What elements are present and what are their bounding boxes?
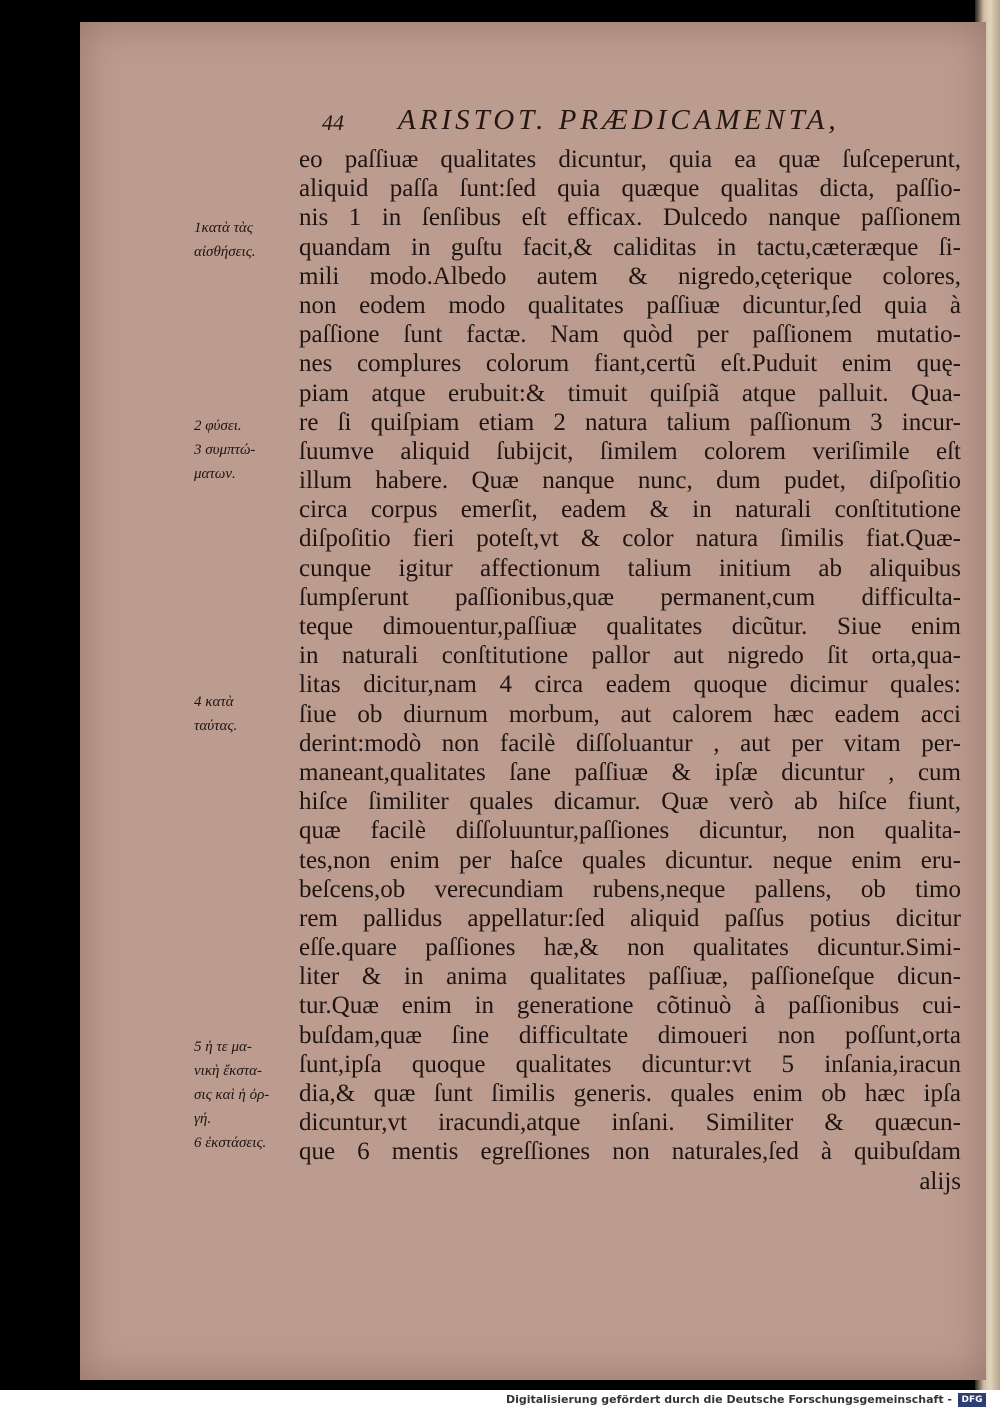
text-line: non eodem modo qualitates paſſiuæ dicuntur,ſed quia à xyxy=(299,291,961,319)
text-line: cunque igitur affectionum talium initium ab aliquibus xyxy=(299,554,961,582)
margin-note-line: ματων. xyxy=(194,466,236,482)
text-line: ſunt,ipſa quoque qualitates dicuntur:vt 5 inſania,iracun xyxy=(299,1050,961,1078)
text-line: litas dicitur,nam 4 circa eadem quoque dicimur quales: xyxy=(299,671,961,699)
page-number: 44 xyxy=(322,110,344,135)
margin-note-line: νικὴ ἔκστα- xyxy=(194,1063,262,1079)
margin-note-line: 2 φύσει. xyxy=(194,418,242,434)
margin-note-line: σις καὶ ἡ ὀρ- xyxy=(194,1087,270,1103)
dfg-logo: DFG xyxy=(958,1393,986,1407)
text-line: ſuumve aliquid ſubijcit, ſimilem colorem veriſimile eſt xyxy=(299,437,961,465)
footer-text: Digitalisierung gefördert durch die Deutsche Forschungsgemeinschaft - xyxy=(505,1393,952,1406)
digitization-footer xyxy=(0,1390,1000,1411)
margin-note-4 xyxy=(194,1035,269,1155)
text-line: nis 1 in ſenſibus eſt efficax. Dulcedo nanque paſſionem xyxy=(299,204,961,232)
text-line: quæ facilè diſſoluuntur,paſſiones dicuntur, non qualita- xyxy=(299,817,961,845)
text-line: dia,& quæ ſunt ſimilis generis. quales enim ob hæc ipſa xyxy=(299,1080,961,1107)
body-text xyxy=(299,145,961,1196)
text-line: teque dimouentur,paſſiuæ qualitates dicũtur. Siue enim xyxy=(299,613,961,640)
margin-note-2 xyxy=(194,414,255,486)
text-line: quandam in guſtu facit,& caliditas in tactu,cæteræque ſi- xyxy=(299,233,961,261)
margin-note-line: 3 συμπτώ- xyxy=(194,442,256,458)
text-line: eſſe.quare paſſiones hæ,& non qualitates dicuntur.Simi- xyxy=(299,934,961,962)
margin-note-line: 4 κατὰ xyxy=(194,694,234,710)
margin-note-line: γή. xyxy=(194,1111,212,1127)
text-line: ſumpſerunt paſſionibus,quæ permanent,cum difficulta- xyxy=(299,583,961,611)
margin-note-line: ταύτας. xyxy=(194,718,238,734)
text-line: que 6 mentis egreſſiones non naturales,ſed à quibuſdam xyxy=(299,1138,961,1166)
text-line: paſſione ſunt factæ. Nam quòd per paſſionem mutatio- xyxy=(299,321,961,349)
text-line: liter & in anima qualitates paſſiuæ, paſſioneſque dicun- xyxy=(299,963,961,991)
text-line: dicuntur,vt iracundi,atque inſani. Similiter & quæcun- xyxy=(299,1109,961,1137)
margin-note-line: αἰσθήσεις. xyxy=(194,244,256,260)
text-line: aliquid paſſa ſunt:ſed quia quæque qualitas dicta, paſſio- xyxy=(299,175,961,203)
margin-note-1 xyxy=(194,216,256,264)
margin-note-line: 1κατὰ τὰς xyxy=(194,220,253,236)
text-line: circa corpus emerſit, eadem & in naturali conſtitutione xyxy=(299,496,961,524)
text-line: in naturali conſtitutione pallor aut nigredo ſit orta,qua- xyxy=(299,642,961,670)
text-line: eo paſſiuæ qualitates dicuntur, quia ea quæ ſuſceperunt, xyxy=(299,146,961,173)
text-line: hiſce ſimiliter quales dicamur. Quæ verò ab hiſce fiunt, xyxy=(299,788,961,816)
text-line: derint:modò non facilè diſſoluantur , aut per vitam per- xyxy=(299,729,961,757)
text-line: piam atque erubuit:& timuit quiſpiã atque palluit. Qua- xyxy=(299,379,961,407)
running-head xyxy=(322,104,882,140)
running-head-title: ARISTOT. PRÆDICAMENTA, xyxy=(398,104,840,136)
text-line: maneant,qualitates ſane paſſiuæ & ipſæ dicuntur , cum xyxy=(299,758,961,786)
text-line: diſpoſitio fieri poteſt,vt & color natura ſimilis fiat.Quæ- xyxy=(299,525,961,553)
text-line: rem pallidus appellatur:ſed aliquid paſſus potius dicitur xyxy=(299,904,961,932)
text-line: ſiue ob diurnum morbum, aut calorem hæc eadem acci xyxy=(299,700,961,728)
margin-note-3 xyxy=(194,690,237,738)
margin-note-line: 6 ἐκστάσεις. xyxy=(194,1135,267,1151)
text-line: buſdam,quæ ſine difficultate dimoueri non poſſunt,orta xyxy=(299,1021,961,1049)
margin-note-line: 5 ἡ τε μα- xyxy=(194,1039,252,1055)
text-line: nes complures colorum fiant,certũ eſt.Puduit enim quę- xyxy=(299,350,961,378)
text-line: beſcens,ob verecundiam rubens,neque pallens, ob timo xyxy=(299,875,961,903)
text-line: re ſi quiſpiam etiam 2 natura talium paſſionum 3 incur- xyxy=(299,408,961,436)
catchword: alijs xyxy=(919,1167,961,1195)
text-line: tes,non enim per haſce quales dicuntur. neque enim eru- xyxy=(299,846,961,874)
text-line: mili modo.Albedo autem & nigredo,cęterique colores, xyxy=(299,262,961,290)
text-line: tur.Quæ enim in generatione cõtinuò à paſſionibus cui- xyxy=(299,992,961,1020)
text-line: illum habere. Quæ nanque nunc, dum pudet, diſpoſitio xyxy=(299,467,961,495)
